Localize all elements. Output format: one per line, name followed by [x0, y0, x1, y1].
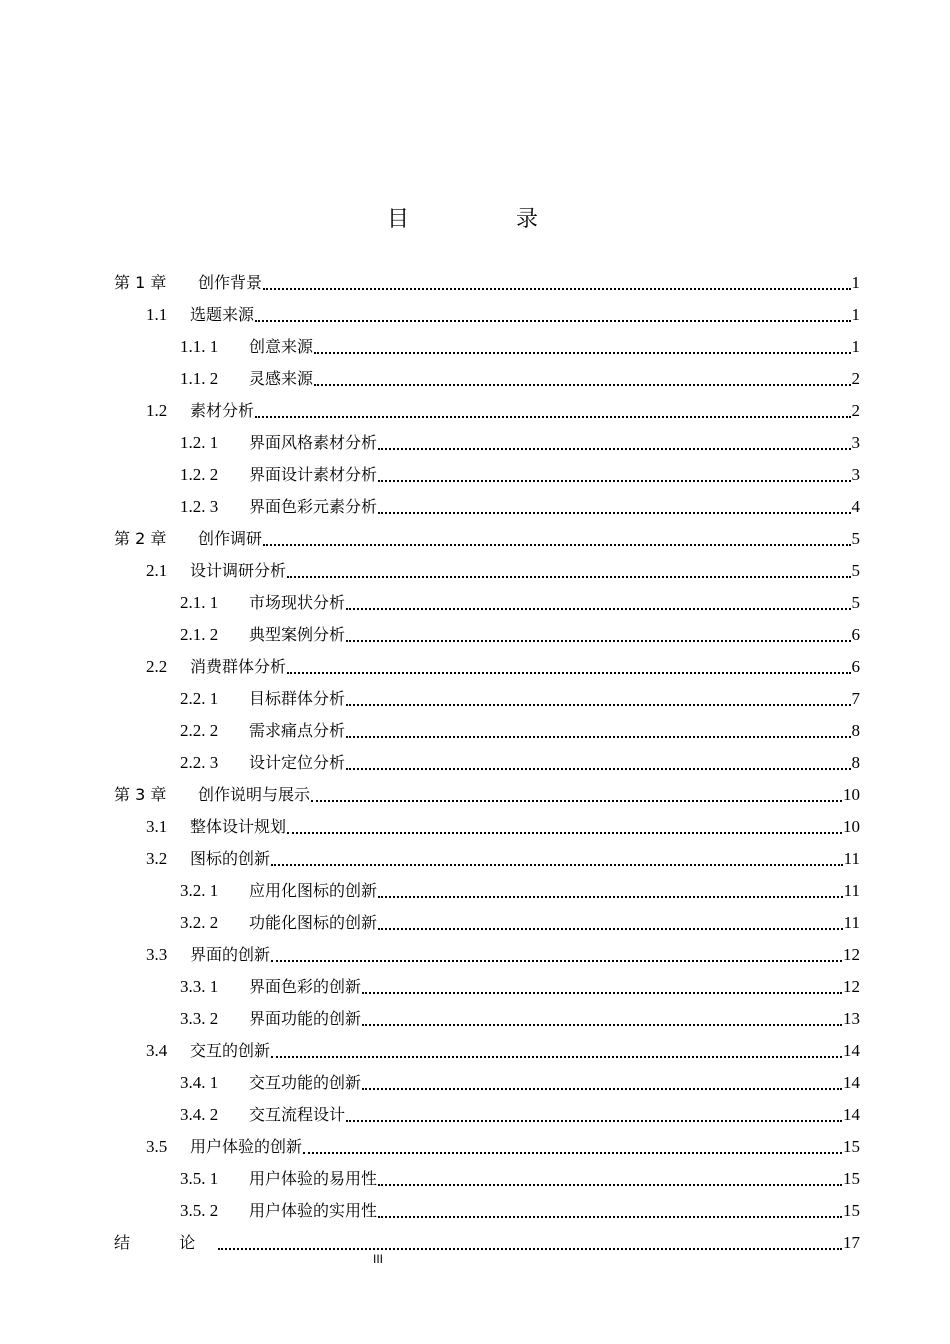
toc-entry[interactable] — [114, 267, 860, 299]
toc-entry-page: 15 — [843, 1169, 860, 1188]
toc-entry-label: 用户体验的创新 — [190, 1137, 303, 1156]
toc-entry[interactable] — [180, 747, 860, 779]
toc-entry-label: 典型案例分析 — [249, 625, 346, 644]
toc-entry-label: 交互流程设计 — [249, 1105, 346, 1124]
toc-entry-label: 界面风格素材分析 — [249, 433, 378, 452]
toc-entry-label: 交互的创新 — [190, 1041, 271, 1060]
toc-entry[interactable] — [180, 1067, 860, 1099]
toc-entry-number: 3.3. 1 — [180, 977, 219, 996]
toc-entry-label: 界面色彩的创新 — [249, 977, 362, 996]
toc-entry-number: 3.3 — [146, 945, 168, 964]
toc-entry-number: 2.2. 2 — [180, 721, 219, 740]
toc-entry-number: 3.4 — [146, 1041, 168, 1060]
toc-entry-number: 3.2 — [146, 849, 168, 868]
toc-entry[interactable] — [146, 1035, 860, 1067]
toc-entry-page: 14 — [843, 1073, 860, 1092]
dot-leader — [314, 383, 850, 386]
dot-leader — [287, 671, 850, 674]
toc-entry-page: 5 — [851, 529, 860, 548]
toc-entry-page: 10 — [843, 785, 860, 804]
toc-entry[interactable] — [146, 811, 860, 843]
dot-leader — [378, 895, 843, 898]
dot-leader — [271, 863, 843, 866]
toc-entry-page: 15 — [843, 1137, 860, 1156]
toc-entry-number: 3.2. 2 — [180, 913, 219, 932]
toc-entry-number: 1.2 — [146, 401, 168, 420]
toc-entry-number: 1.1 — [146, 305, 168, 324]
toc-entry-page: 15 — [843, 1201, 860, 1220]
toc-entry-label: 界面设计素材分析 — [249, 465, 378, 484]
toc-entry-page: 11 — [843, 849, 860, 868]
toc-entry-number: 1.2. 1 — [180, 433, 219, 452]
dot-leader — [263, 287, 850, 290]
toc-entry-label: 需求痛点分析 — [249, 721, 346, 740]
toc-entry-number: 2.2. 1 — [180, 689, 219, 708]
toc-entry-number: 1.2. 3 — [180, 497, 219, 516]
toc-entry-page: 14 — [843, 1041, 860, 1060]
toc-entry-label: 应用化图标的创新 — [249, 881, 378, 900]
toc-entry-page: 12 — [843, 977, 860, 996]
page-number: III — [372, 1252, 383, 1266]
dot-leader — [218, 1247, 842, 1250]
toc-entry-label: 创作背景 — [198, 273, 263, 292]
toc-entry-number: 2.1. 1 — [180, 593, 219, 612]
dot-leader — [255, 415, 850, 418]
toc-entry-number: 3.2. 1 — [180, 881, 219, 900]
toc-entry-page: 6 — [851, 625, 860, 644]
dot-leader — [314, 351, 850, 354]
toc-entry-number: 3.4. 1 — [180, 1073, 219, 1092]
dot-leader — [362, 991, 842, 994]
toc-entry-label: 选题来源 — [190, 305, 255, 324]
dot-leader — [346, 735, 850, 738]
toc-entry-number: 第 2 章 — [114, 529, 167, 548]
toc-entry-page: 5 — [851, 593, 860, 612]
toc-entry-page: 8 — [851, 753, 860, 772]
dot-leader — [362, 1087, 842, 1090]
dot-leader — [287, 575, 850, 578]
toc-entry[interactable] — [180, 427, 860, 459]
toc-entry-label: 目标群体分析 — [249, 689, 346, 708]
toc-entry-label: 设计定位分析 — [249, 753, 346, 772]
toc-entry[interactable] — [180, 363, 860, 395]
dot-leader — [271, 1055, 842, 1058]
toc-entry-number: 3.5. 2 — [180, 1201, 219, 1220]
toc-entry[interactable] — [114, 779, 860, 811]
toc-entry-page: 17 — [843, 1233, 860, 1252]
toc-entry-page: 1 — [851, 273, 860, 292]
dot-leader — [346, 703, 850, 706]
toc-entry[interactable] — [180, 875, 860, 907]
toc-entry[interactable] — [146, 299, 860, 331]
toc-title: 目 录 — [387, 207, 588, 232]
toc-entry-number: 第 3 章 — [114, 785, 167, 804]
toc-entry[interactable] — [180, 619, 860, 651]
toc-entry-label: 图标的创新 — [190, 849, 271, 868]
toc-entry-number: 2.2 — [146, 657, 168, 676]
toc-entry-number: 1.1. 1 — [180, 337, 219, 356]
dot-leader — [311, 799, 842, 802]
toc-entry[interactable] — [180, 1163, 860, 1195]
toc-entry[interactable] — [114, 523, 860, 555]
toc-entry-number: 3.5. 1 — [180, 1169, 219, 1188]
dot-leader — [346, 767, 850, 770]
toc-entry-label: 用户体验的易用性 — [249, 1169, 378, 1188]
toc-entry-page: 3 — [851, 465, 860, 484]
toc-entry-page: 7 — [851, 689, 860, 708]
toc-entry-label: 功能化图标的创新 — [249, 913, 378, 932]
toc-entry[interactable] — [180, 971, 860, 1003]
toc-entry[interactable] — [180, 1195, 860, 1227]
dot-leader — [263, 543, 850, 546]
toc-entry-number: 1.2. 2 — [180, 465, 219, 484]
toc-entry[interactable] — [180, 1099, 860, 1131]
toc-entry-number: 2.2. 3 — [180, 753, 219, 772]
dot-leader — [346, 1119, 842, 1122]
toc-entry[interactable] — [146, 395, 860, 427]
toc-entry-number: 3.5 — [146, 1137, 168, 1156]
toc-entry-label: 交互功能的创新 — [249, 1073, 362, 1092]
toc-entry[interactable] — [180, 491, 860, 523]
dot-leader — [378, 447, 850, 450]
toc-entry-page: 11 — [843, 913, 860, 932]
toc-entry-number: 3.1 — [146, 817, 168, 836]
toc-entry-label: 界面色彩元素分析 — [249, 497, 378, 516]
toc-entry-page: 11 — [843, 881, 860, 900]
toc-entry-number: 结 论 — [114, 1233, 218, 1252]
dot-leader — [287, 831, 842, 834]
toc-entry[interactable] — [180, 715, 860, 747]
toc-entry-page: 8 — [851, 721, 860, 740]
toc-entry-page: 13 — [843, 1009, 860, 1028]
toc-entry[interactable] — [146, 939, 860, 971]
toc-entry-label: 创作调研 — [198, 529, 263, 548]
dot-leader — [271, 959, 842, 962]
toc-entry-number: 1.1. 2 — [180, 369, 219, 388]
toc-entry-page: 2 — [851, 369, 860, 388]
dot-leader — [378, 511, 850, 514]
dot-leader — [303, 1151, 842, 1154]
toc-entry-label: 消费群体分析 — [190, 657, 287, 676]
toc-entry[interactable] — [146, 651, 860, 683]
toc-entry[interactable] — [180, 459, 860, 491]
toc-entry-label: 整体设计规划 — [190, 817, 287, 836]
dot-leader — [378, 479, 850, 482]
toc-entry[interactable] — [146, 1131, 860, 1163]
toc-entry-page: 1 — [851, 337, 860, 356]
toc-entry[interactable] — [180, 587, 860, 619]
dot-leader — [378, 1183, 842, 1186]
toc-entry-number: 3.3. 2 — [180, 1009, 219, 1028]
toc-entry-number: 第 1 章 — [114, 273, 167, 292]
toc-entry-label: 界面的创新 — [190, 945, 271, 964]
dot-leader — [362, 1023, 842, 1026]
dot-leader — [346, 607, 850, 610]
toc-entry-number: 3.4. 2 — [180, 1105, 219, 1124]
toc-entry[interactable] — [180, 907, 860, 939]
toc-entry-label: 设计调研分析 — [190, 561, 287, 580]
toc-entry-label: 界面功能的创新 — [249, 1009, 362, 1028]
toc-entry[interactable] — [180, 683, 860, 715]
toc-entry[interactable] — [146, 555, 860, 587]
dot-leader — [346, 639, 850, 642]
toc-entry-label: 创作说明与展示 — [198, 785, 311, 804]
toc-entry-page: 12 — [843, 945, 860, 964]
toc-entry-number: 2.1 — [146, 561, 168, 580]
toc-entry-page: 5 — [851, 561, 860, 580]
toc-entry-label: 用户体验的实用性 — [249, 1201, 378, 1220]
toc-entry[interactable] — [180, 1003, 860, 1035]
toc-entry-page: 6 — [851, 657, 860, 676]
toc-entry-page: 14 — [843, 1105, 860, 1124]
toc-entry-label: 灵感来源 — [249, 369, 314, 388]
toc-entry-label: 素材分析 — [190, 401, 255, 420]
toc-entry-page: 4 — [851, 497, 860, 516]
toc-entry-page: 2 — [851, 401, 860, 420]
dot-leader — [255, 319, 850, 322]
toc-entry-number: 2.1. 2 — [180, 625, 219, 644]
toc-entry[interactable] — [146, 843, 860, 875]
toc-entry-page: 1 — [851, 305, 860, 324]
toc-entry-label: 创意来源 — [249, 337, 314, 356]
dot-leader — [378, 927, 843, 930]
toc-entry-page: 10 — [843, 817, 860, 836]
toc-entry[interactable] — [180, 331, 860, 363]
toc-entry-label: 市场现状分析 — [249, 593, 346, 612]
toc-entry-page: 3 — [851, 433, 860, 452]
dot-leader — [378, 1215, 842, 1218]
